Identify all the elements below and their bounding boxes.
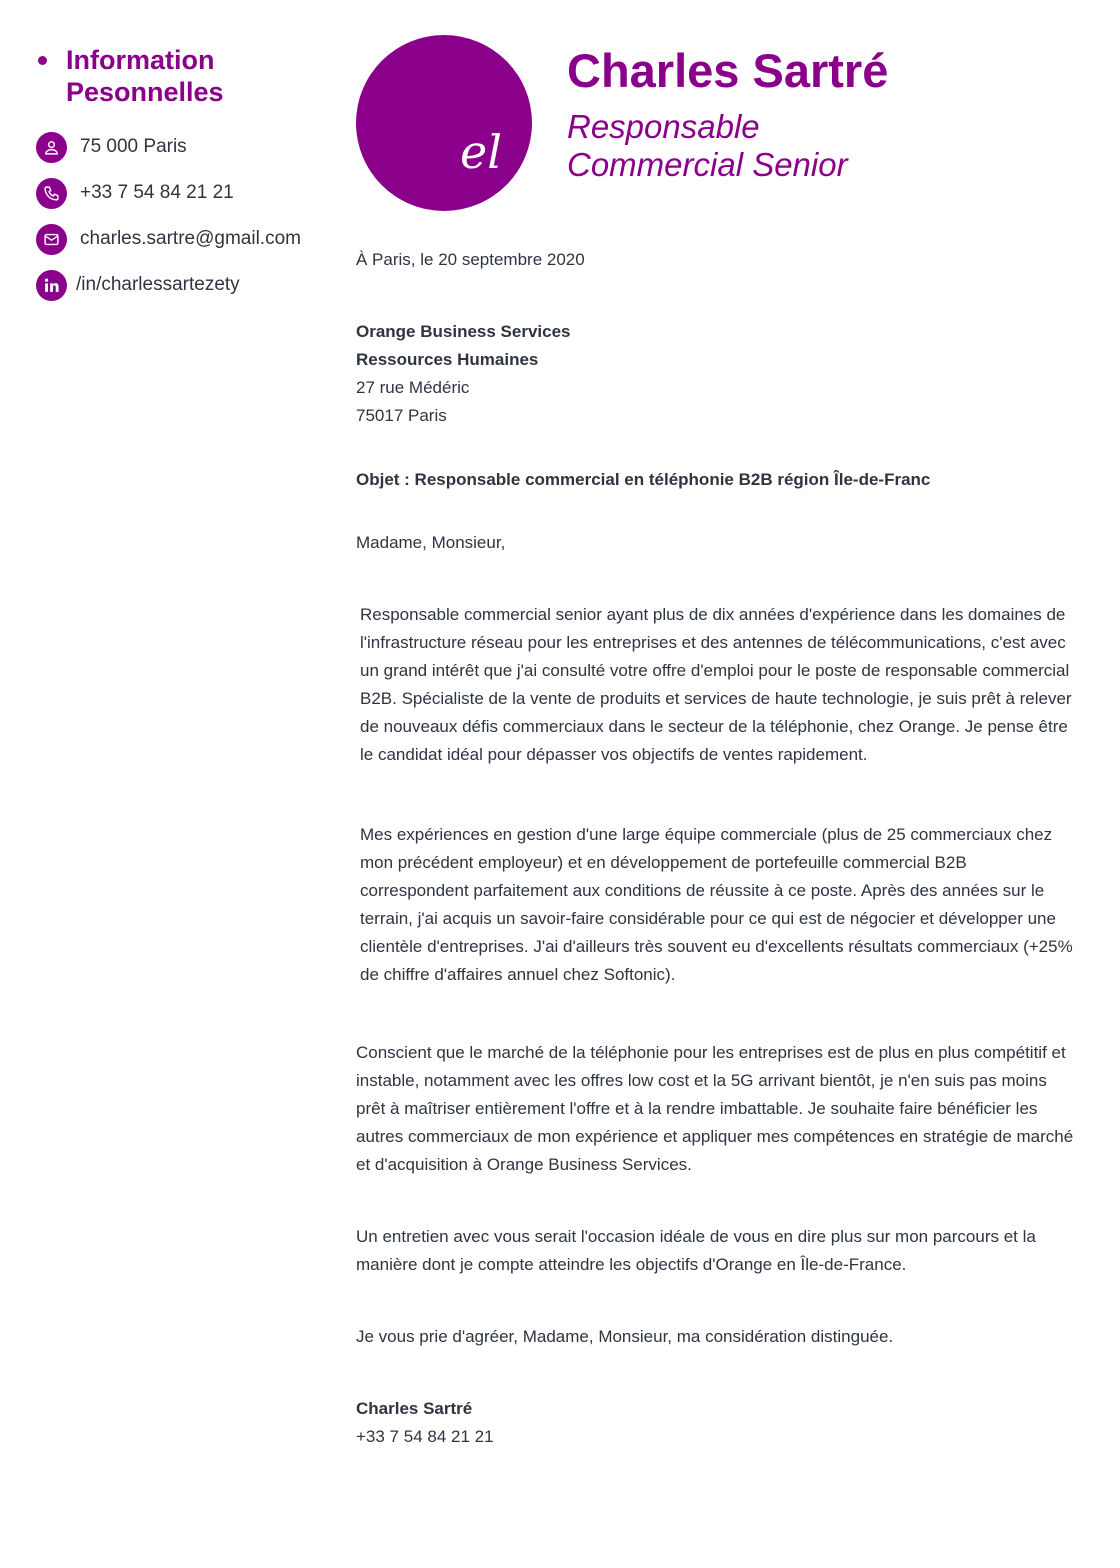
- signature-block: [356, 1395, 1076, 1451]
- contact-email: [36, 216, 336, 262]
- linkedin-icon: [36, 270, 67, 301]
- candidate-name: Charles Sartré: [567, 44, 889, 97]
- personal-info-title: Information Pesonnelles: [66, 45, 224, 107]
- letter-paragraph: Un entretien avec vous serait l'occasion idéale de vous en dire plus sur mon parcours et la manière dont je compte atteindre les objectifs d'Orange en Île-de-France.: [356, 1227, 1036, 1274]
- signature-phone: +33 7 54 84 21 21: [356, 1427, 494, 1446]
- candidate-role: Responsable Commercial Senior: [567, 108, 848, 183]
- mail-icon: [36, 224, 67, 255]
- letter-date: À Paris, le 20 septembre 2020: [356, 250, 585, 269]
- user-icon: [36, 132, 67, 163]
- contact-linkedin: [36, 262, 336, 308]
- recipient-block: [356, 318, 1076, 430]
- letter-paragraph: Mes expériences en gestion d'une large équipe commerciale (plus de 25 commerciaux chez mon précédent employeur) et en développement de portefeuille commercial B2B correspondent parfaitement aux conditions de réussite à ce poste. Après des années sur le terrain, j'ai acquis un savoir-faire considérable pour ce qui est de négocier et développer une clientèle d'entreprises. J'ai d'ailleurs très souvent eu d'excellents résultats commerciaux (+25% de chiffre d'affaires annuel chez Softonic).: [360, 825, 1073, 984]
- contact-phone: [36, 170, 336, 216]
- cover-letter: [356, 246, 1076, 1451]
- letter-paragraph: Conscient que le marché de la téléphonie pour les entreprises est de plus en plus compétitif et instable, notamment avec les offres low cost et la 5G arrivant bientôt, je n'en suis pas moins prêt à maîtriser entièrement l'offre et à la rendre imbattable. Je souhaite faire bénéficier les autres commerciaux de mon expérience et appliquer mes compétences en stratégie de marché et d'acquisition à Orange Business Services.: [356, 1043, 1074, 1174]
- address-text: 75 000 Paris: [80, 136, 187, 157]
- phone-icon: [36, 178, 67, 209]
- letter-greeting: Madame, Monsieur,: [356, 533, 506, 552]
- recipient-company: Orange Business Services: [356, 322, 571, 341]
- letter-closing: Je vous prie d'agréer, Madame, Monsieur, ma considération distinguée.: [356, 1327, 894, 1346]
- email-link[interactable]: charles.sartre@gmail.com: [80, 228, 301, 249]
- letter-subject: Objet : Responsable commercial en téléphonie B2B région Île-de-Franc: [356, 470, 931, 489]
- recipient-street: 27 rue Médéric: [356, 378, 470, 397]
- avatar-monogram: el: [460, 125, 502, 179]
- personal-info-sidebar: [36, 44, 336, 308]
- linkedin-link[interactable]: /in/charlessartezety: [76, 274, 240, 295]
- phone-text[interactable]: +33 7 54 84 21 21: [80, 182, 234, 203]
- contact-list: [36, 124, 336, 308]
- contact-address: [36, 124, 336, 170]
- recipient-department: Ressources Humaines: [356, 350, 539, 369]
- recipient-city: 75017 Paris: [356, 406, 447, 425]
- letter-paragraph: Responsable commercial senior ayant plus de dix années d'expérience dans les domaines de l'infrastructure réseau pour les entreprises et des antennes de télécommunications, c'est avec un grand intérêt que j'ai consulté votre offre d'emploi pour le poste de responsable commercial B2B. Spécialiste de la vente de produits et services de haute technologie, je suis prêt à relever de nouveaux défis commerciaux dans le secteur de la téléphonie, chez Orange. Je pense être le candidat idéal pour dépasser vos objectifs de ventes rapidement.: [360, 605, 1072, 764]
- avatar: [356, 35, 532, 211]
- personal-info-heading: [36, 44, 336, 108]
- signature-name: Charles Sartré: [356, 1399, 473, 1418]
- bullet-icon: [38, 56, 47, 65]
